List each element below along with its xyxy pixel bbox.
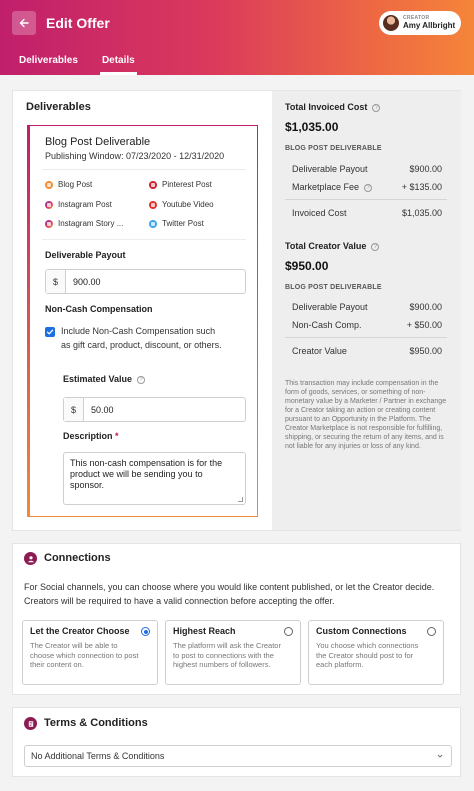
currency-prefix: $ (46, 270, 66, 293)
option-custom-connections[interactable] (308, 620, 444, 685)
disclaimer-text: This transaction may include compensation in the form of goods, services, or something of non-monetary value by a Marketer / Partner in exchange for a Creator taking an action or creating content pursuant to an Opportunity in the Platform. The Creator Marketplace is not responsible for fulfilling, shipping, or securing the return of any items, and is not liable for any injuries or loss of any kind. (285, 380, 447, 450)
radio-creator-choose[interactable] (141, 627, 150, 636)
back-button[interactable] (12, 11, 36, 35)
estimated-value-label (63, 374, 145, 384)
creator-name: Amy Allbright (403, 21, 456, 30)
creator-tag: CREATOR (403, 15, 430, 21)
channel-youtube-video (149, 200, 214, 209)
instagram-icon (45, 201, 53, 209)
summary-row (292, 208, 442, 218)
option-description: You choose which connections the Creator should post to for each platform. (316, 641, 419, 669)
youtube-icon (149, 201, 157, 209)
connections-card (12, 543, 461, 695)
channel-label: Twitter Post (162, 219, 204, 228)
info-icon[interactable]: ? (372, 104, 380, 112)
description-label-text: Description (63, 431, 113, 441)
estimated-value-input[interactable] (63, 397, 246, 422)
terms-card (12, 707, 461, 777)
divider (42, 239, 246, 240)
tab-deliverables[interactable]: Deliverables (19, 55, 78, 66)
details-card (12, 90, 461, 531)
deliverable-title: Blog Post Deliverable (45, 136, 151, 148)
publishing-window: Publishing Window: 07/23/2020 - 12/31/2020 (45, 151, 225, 161)
description-label (63, 431, 119, 441)
description-textarea[interactable] (63, 452, 246, 505)
noncash-checkbox[interactable] (45, 327, 55, 337)
divider (285, 199, 447, 200)
payout-value: 900.00 (73, 276, 101, 287)
creator-total: $950.00 (285, 259, 329, 273)
deliverable-card (27, 125, 258, 517)
instagram-icon (45, 220, 53, 228)
option-title: Let the Creator Choose (30, 626, 130, 636)
row-value: $950.00 (409, 346, 442, 356)
terms-title: Terms & Conditions (44, 717, 148, 729)
option-description: The platform will ask the Creator to post to connections with the highest numbers of followers. (173, 641, 281, 669)
required-marker: * (115, 431, 119, 441)
tab-details[interactable]: Details (90, 50, 147, 75)
chevron-down-icon (437, 753, 443, 759)
payout-label: Deliverable Payout (45, 250, 126, 260)
arrow-left-icon (18, 17, 30, 29)
avatar (383, 15, 399, 31)
creator-badge[interactable] (379, 11, 461, 35)
summary-row (292, 182, 442, 192)
channel-pinterest-post (149, 180, 212, 189)
creator-value-label (285, 241, 379, 251)
option-highest-reach[interactable] (165, 620, 301, 685)
document-icon (24, 717, 37, 730)
channel-blog-post (45, 180, 92, 189)
check-icon (46, 328, 54, 336)
resize-handle[interactable] (238, 497, 243, 502)
cost-summary (272, 91, 461, 530)
channel-label: Youtube Video (162, 200, 214, 209)
pinterest-icon (149, 181, 157, 189)
info-icon[interactable]: ? (371, 243, 379, 251)
channel-label: Instagram Story ... (58, 219, 124, 228)
terms-selected-value: No Additional Terms & Conditions (31, 751, 165, 761)
invoiced-total: $1,035.00 (285, 120, 339, 134)
summary-row (292, 346, 442, 356)
blog-icon (45, 181, 53, 189)
invoiced-cost-text: Total Invoiced Cost (285, 102, 368, 112)
connections-description: For Social channels, you can choose where you would like content published, or let the Creator decide. Creators will be required to have a valid connection before accepting the offer. (24, 582, 435, 606)
channel-label: Pinterest Post (162, 180, 212, 189)
option-creator-choose[interactable] (22, 620, 158, 685)
row-label: Creator Value (292, 346, 347, 356)
header (0, 0, 474, 75)
channel-label: Blog Post (58, 180, 93, 189)
info-icon[interactable]: ? (137, 376, 145, 384)
channel-twitter-post (149, 219, 204, 228)
row-value: $900.00 (409, 164, 442, 174)
option-description: The Creator will be able to choose which connection to post their content on. (30, 641, 139, 669)
option-title: Highest Reach (173, 626, 236, 636)
terms-select[interactable] (24, 745, 452, 767)
row-label: Deliverable Payout (292, 164, 368, 174)
info-icon[interactable]: ? (364, 184, 372, 192)
divider (285, 337, 447, 338)
connections-title: Connections (44, 552, 111, 564)
creator-value-text: Total Creator Value (285, 241, 367, 251)
description-text: This non-cash compensation is for the product we will be sending you to sponsor. (70, 458, 223, 490)
twitter-icon (149, 220, 157, 228)
channel-label: Instagram Post (58, 200, 112, 209)
row-label: Deliverable Payout (292, 302, 368, 312)
row-value: $1,035.00 (401, 208, 442, 218)
row-value: $900.00 (409, 302, 442, 312)
estimated-value: 50.00 (91, 404, 114, 415)
deliverables-heading: Deliverables (26, 101, 91, 113)
row-value: + $135.00 (401, 182, 442, 192)
row-label: Non-Cash Comp. (292, 320, 362, 330)
summary-row (292, 320, 442, 330)
row-label: Marketplace Fee ? (292, 182, 372, 192)
user-icon (24, 552, 37, 565)
tab-bar (0, 50, 147, 75)
radio-custom-connections[interactable] (427, 627, 436, 636)
currency-prefix: $ (64, 398, 84, 421)
summary-row (292, 302, 442, 312)
deliverable-subheading: BLOG POST DELIVERABLE (285, 145, 382, 152)
option-title: Custom Connections (316, 626, 407, 636)
row-value: + $50.00 (406, 320, 442, 330)
summary-row (292, 164, 442, 174)
row-label: Invoiced Cost (292, 208, 347, 218)
noncash-label: Non-Cash Compensation (45, 304, 153, 314)
channel-instagram-story (45, 219, 123, 228)
divider (42, 169, 246, 170)
deliverable-subheading: BLOG POST DELIVERABLE (285, 284, 382, 291)
estimated-value-text: Estimated Value (63, 374, 133, 384)
invoiced-cost-label (285, 102, 380, 112)
channel-instagram-post (45, 200, 112, 209)
noncash-checkbox-label[interactable]: Include Non-Cash Compensation such as gift card, product, discount, or others. (61, 326, 222, 350)
radio-highest-reach[interactable] (284, 627, 293, 636)
payout-input[interactable] (45, 269, 246, 294)
page-title: Edit Offer (46, 15, 110, 31)
